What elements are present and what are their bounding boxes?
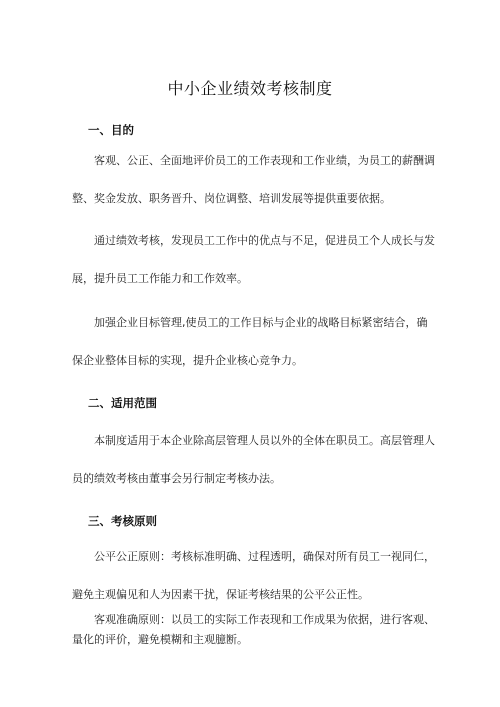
paragraph-line: 加强企业目标管理,使员工的工作目标与企业的战略目标紧密结合，确 [94,316,428,329]
paragraph [72,230,435,306]
paragraph [72,610,435,650]
section-heading-principles: 三、考核原则 [88,514,157,528]
paragraph [72,312,432,388]
paragraph-line: 公平公正原则：考核标准明确、过程透明，确保对所有员工一视同仁， [94,550,435,563]
paragraph-line: 客观准确原则：以员工的实际工作表现和工作成果为依据，进行客观、 [94,613,435,626]
paragraph-line: 整、奖金发放、职务晋升、岗位调整、培训发展等提供重要依据。 [72,192,391,205]
paragraph [72,430,435,506]
paragraph-line: 展，提升员工工作能力和工作效率。 [72,272,248,285]
paragraph-line: 避免主观偏见和人为因素干扰，保证考核结果的公平公正性。 [72,588,369,601]
section-heading-purpose: 一、目的 [88,123,134,137]
paragraph [72,150,435,226]
paragraph-line: 客观、公正、全面地评价员工的工作表现和工作业绩，为员工的薪酬调 [94,154,435,167]
paragraph-line: 量化的评价，避免模糊和主观臆断。 [72,633,248,646]
paragraph-line: 保企业整体目标的实现，提升企业核心竞争力。 [72,354,303,367]
paragraph-line: 员的绩效考核由董事会另行制定考核办法。 [72,472,281,485]
paragraph-line: 通过绩效考核，发现员工工作中的优点与不足，促进员工个人成长与发 [94,234,435,247]
paragraph-line: 本制度适用于本企业除高层管理人员以外的全体在职员工。高层管理人 [94,434,435,447]
section-heading-scope: 二、适用范围 [88,396,157,410]
document-title: 中小企业绩效考核制度 [167,79,333,98]
